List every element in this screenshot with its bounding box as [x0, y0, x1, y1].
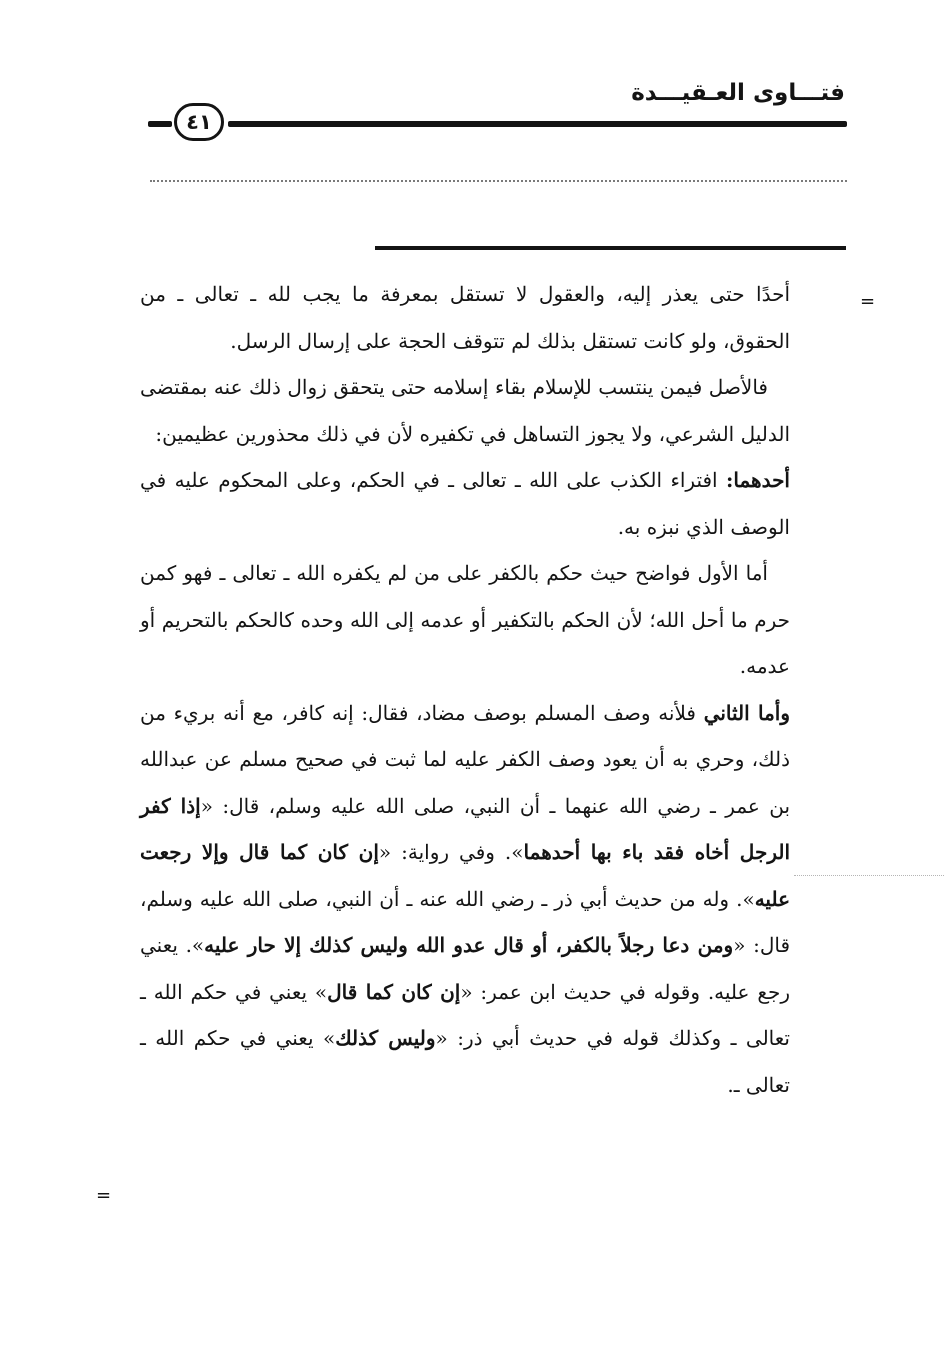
page-number: ٤١	[174, 103, 224, 141]
hadith-quote-3: ومن دعا رجلاً بالكفر، أو قال عدو الله وليس كذلك إلا حار عليه	[204, 933, 734, 957]
paragraph-5-text-3: ». وله من حديث أبي ذر ـ رضي الله عنه ـ أن النبي، صلى الله عليه وسلم، قال: «	[140, 886, 791, 957]
header-rule-left	[148, 121, 172, 127]
paragraph-3-lead: أحدهما:	[725, 468, 790, 492]
paragraph-3	[140, 457, 790, 550]
hadith-quote-5: وليس كذلك	[335, 1026, 436, 1050]
paragraph-5	[140, 690, 790, 1109]
page-header	[0, 0, 945, 140]
paragraph-5-text-6: » يعني في حكم الله ـ تعالى ـ.	[140, 1026, 790, 1097]
hadith-quote-1: إذا كفر الرجل أخاه فقد باء بها أحدهما	[140, 793, 791, 864]
paragraph-5-text-5: » يعني في حكم الله ـ تعالى ـ وكذلك قوله في حديث أبي ذر: «	[140, 979, 790, 1050]
margin-mark-top: =	[860, 291, 876, 312]
paragraph-5-text-1: فلأنه وصف المسلم بوصف مضاد، فقال: إنه كافر، مع أنه بريء من ذلك، وحري به أن يعود وصف الكفر عليه لما ثبت في صحيح مسلم عن عبدالله بن عمر ـ رضي الله عنهما ـ أن النبي، صلى الله عليه وسلم، قال: «	[140, 700, 791, 818]
separator-rule	[375, 246, 846, 250]
hadith-quote-4: إن كان كما قال	[327, 979, 461, 1004]
paragraph-5-lead: وأما الثاني	[703, 700, 791, 725]
paragraph-2: فالأصل فيمن ينتسب للإسلام بقاء إسلامه حتى يتحقق زوال ذلك عنه بمقتضى الدليل الشرعي، ولا يجوز التساهل في تكفيره لأن في ذلك محذورين عظيمين:	[140, 375, 790, 446]
paragraph-4: أما الأول فواضح حيث حكم بالكفر على من لم يكفره الله ـ تعالى ـ فهو كمن حرم ما أحل الله؛ لأن الحكم بالتكفير أو عدمه إلى الله وحده كالحكم بالتحريم أو عدمه.	[140, 561, 790, 678]
paragraph-5-text-4: ». يعني رجع عليه. وقوله في حديث ابن عمر: «	[140, 933, 790, 1004]
dotted-separator	[150, 180, 847, 182]
body-text	[140, 271, 790, 1108]
hadith-quote-2: إن كان كما قال وإلا رجعت عليه	[140, 840, 790, 911]
paragraph-1: أحدًا حتى يعذر إليه، والعقول لا تستقل بمعرفة ما يجب لله ـ تعالى ـ من الحقوق، ولو كانت تستقل بذلك لم تتوقف الحجة على إرسال الرسل.	[140, 282, 790, 353]
scan-artifact-line	[794, 875, 944, 876]
book-title: فتـــاوى العـقيـــدة	[631, 80, 845, 106]
header-rule	[228, 121, 847, 127]
margin-mark-bottom: =	[96, 1185, 112, 1206]
paragraph-3-text: افتراء الكذب على الله ـ تعالى ـ في الحكم، وعلى المحكوم عليه في الوصف الذي نبزه به.	[140, 468, 790, 539]
paragraph-5-text-2: ». وفي رواية: «	[378, 840, 524, 864]
